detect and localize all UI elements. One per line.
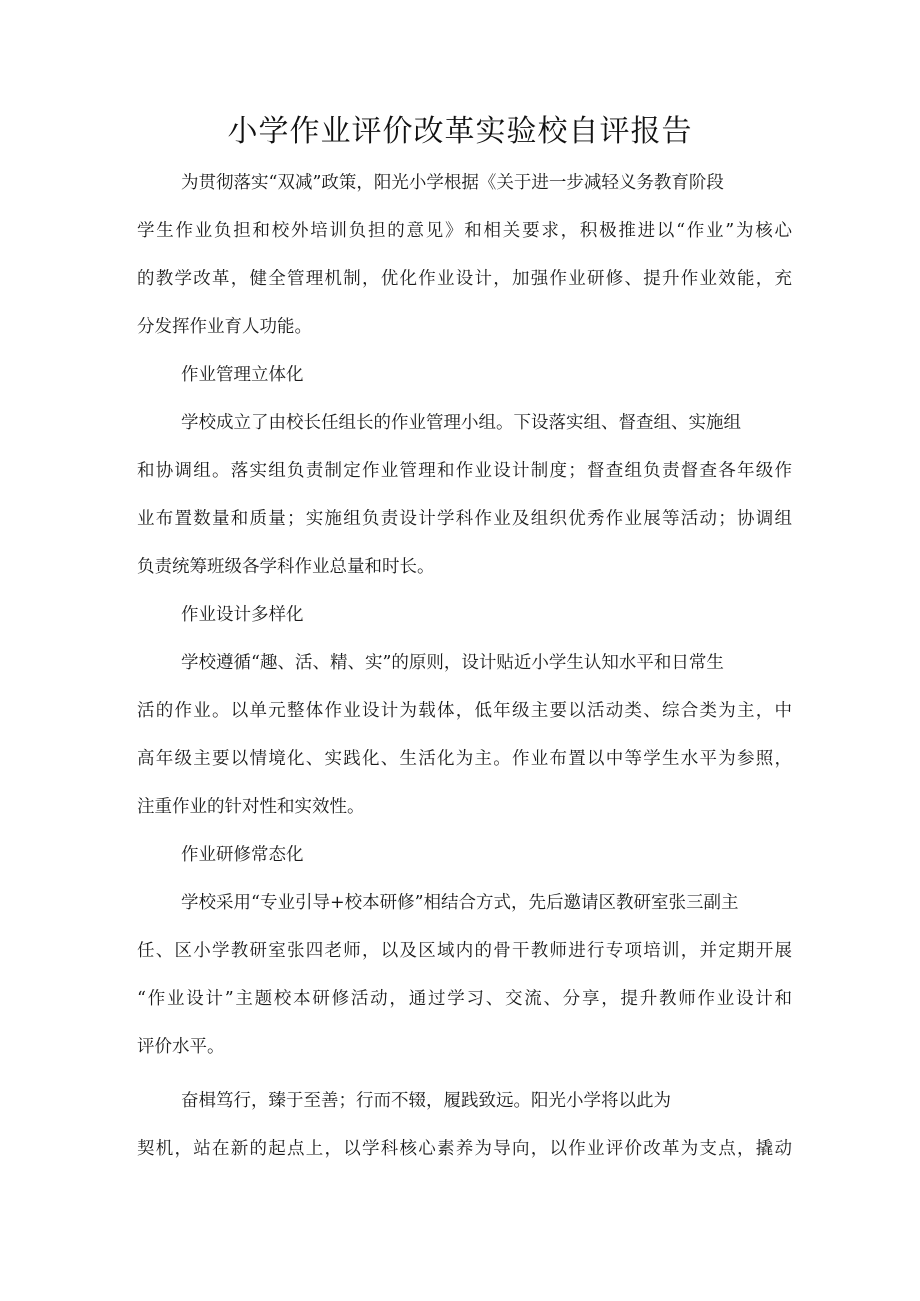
intro-line-3: 的教学改革，健全管理机制，优化作业设计，加强作业研修、提升作业效能，充 [137,269,792,289]
section1-line-4: 负责统筹班级各学科作业总量和时长。 [137,557,435,577]
section2-line-4: 注重作业的针对性和实效性。 [137,797,365,817]
section-heading-design: 作业设计多样化 [181,605,304,625]
section-heading-management: 作业管理立体化 [181,365,304,385]
section3-line-2: 任、区小学教研室张四老师，以及区域内的骨干教师进行专项培训，并定期开展 [137,941,792,961]
intro-line-2: 学生作业负担和校外培训负担的意见》和相关要求，积极推进以“作业”为核心 [137,221,792,241]
page-title: 小学作业评价改革实验校自评报告 [227,114,693,149]
section-heading-research: 作业研修常态化 [181,845,304,865]
section3-line-3: “作业设计”主题校本研修活动，通过学习、交流、分享，提升教师作业设计和 [137,989,792,1009]
section1-line-3: 业布置数量和质量；实施组负责设计学科作业及组织优秀作业展等活动；协调组 [137,509,792,529]
section1-line-1: 学校成立了由校长任组长的作业管理小组。下设落实组、督查组、实施组 [181,413,741,433]
section2-line-2: 活的作业。以单元整体作业设计为载体，低年级主要以活动类、综合类为主，中 [137,701,792,721]
section3-line-1: 学校采用“专业引导+校本研修”相结合方式，先后邀请区教研室张三副主 [181,893,739,913]
intro-line-4: 分发挥作业育人功能。 [137,317,312,337]
section3-line-4: 评价水平。 [137,1037,225,1057]
intro-line-1: 为贯彻落实“双减”政策，阳光小学根据《关于进一步减轻义务教育阶段 [181,173,724,193]
section1-line-2: 和协调组。落实组负责制定作业管理和作业设计制度；督查组负责督查各年级作 [137,461,792,481]
section2-line-1: 学校遵循“趣、活、精、实”的原则，设计贴近小学生认知水平和日常生 [181,653,724,673]
section2-line-3: 高年级主要以情境化、实践化、生活化为主。作业布置以中等学生水平为参照， [137,749,792,769]
closing-line-2: 契机，站在新的起点上，以学科核心素养为导向，以作业评价改革为支点，撬动 [137,1139,792,1159]
closing-line-1: 奋楫笃行，臻于至善；行而不辍，履践致远。阳光小学将以此为 [181,1091,671,1111]
